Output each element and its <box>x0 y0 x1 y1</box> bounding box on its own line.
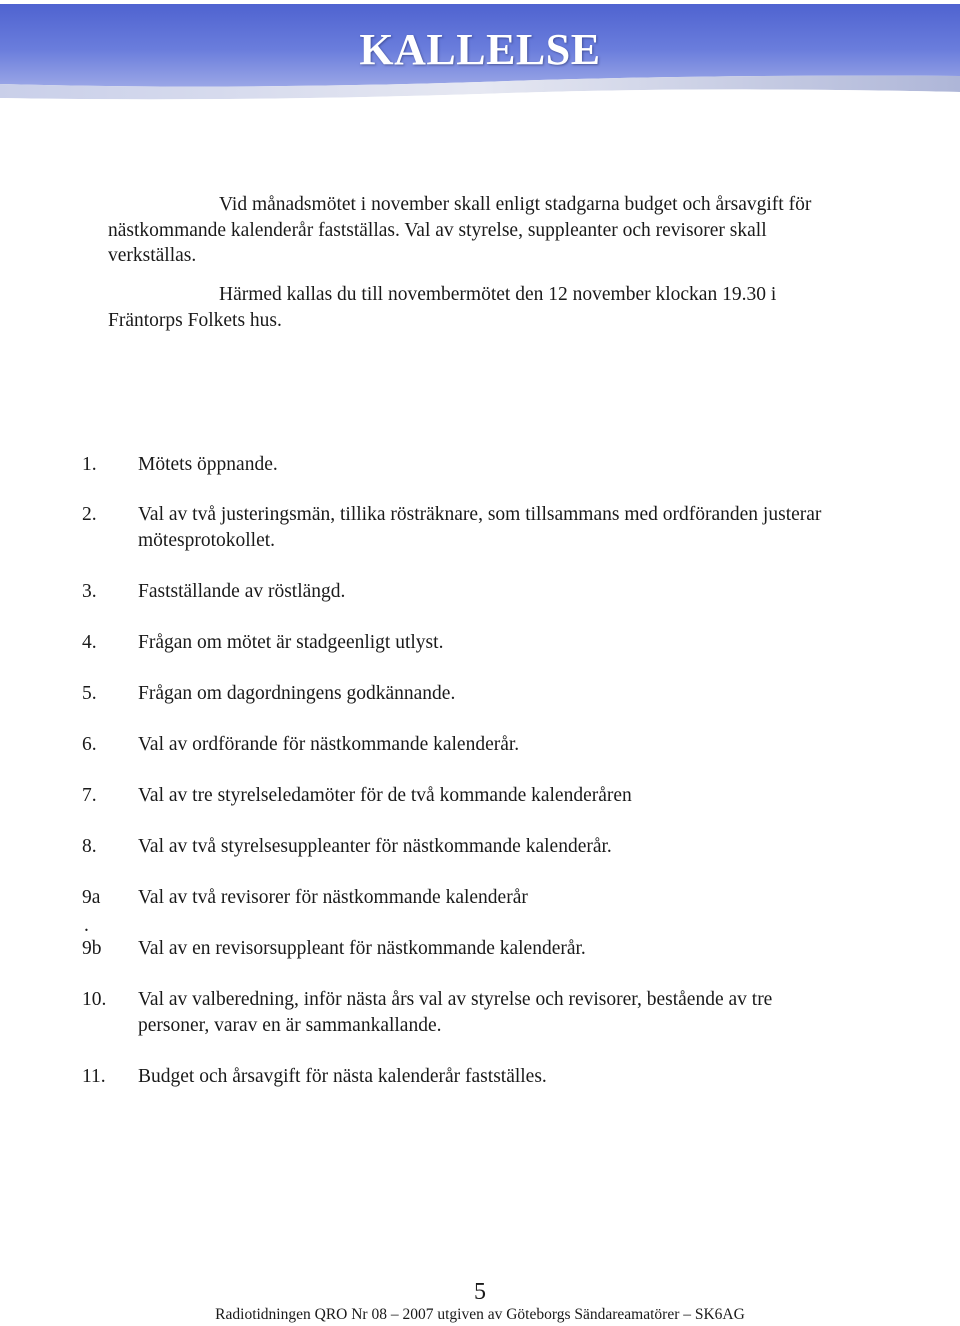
agenda-item-number: 11. <box>82 1066 106 1087</box>
agenda-item-text: Val av tre styrelseledamöter för de två kommande kalenderåren <box>138 785 632 806</box>
agenda-item-number: 9b <box>82 938 102 959</box>
footer-text: Radiotidningen QRO Nr 08 – 2007 utgiven av Göteborgs Sändareamatörer – SK6AG <box>215 1306 745 1323</box>
header-banner <box>0 4 960 104</box>
separator-dot: . <box>84 915 89 936</box>
agenda-item-text: Val av en revisorsuppleant för nästkommande kalenderår. <box>138 938 586 959</box>
agenda-item-number: 6. <box>82 734 97 755</box>
agenda-item-text: Fastställande av röstlängd. <box>138 581 346 602</box>
agenda-item-text: Frågan om dagordningens godkännande. <box>138 683 456 704</box>
agenda-item-text: Val av två styrelsesuppleanter för nästkommande kalenderår. <box>138 836 612 857</box>
agenda-item-number: 7. <box>82 785 97 806</box>
agenda-item-number: 10. <box>82 989 107 1010</box>
agenda-item-text: Val av två revisorer för nästkommande kalenderår <box>138 887 528 908</box>
agenda-item-text: Frågan om mötet är stadgeenligt utlyst. <box>138 632 444 653</box>
agenda-item-number: 1. <box>82 454 97 475</box>
agenda-item-number: 9a <box>82 887 101 908</box>
page-title: KALLELSE <box>359 25 601 74</box>
agenda-item-text: Val av ordförande för nästkommande kalenderår. <box>138 734 520 755</box>
agenda-item-text: Mötets öppnande. <box>138 454 278 475</box>
agenda-item-text: Val av valberedning, inför nästa års val av styrelse och revisorer, bestående av tre personer, varav en är sammankallande. <box>138 989 773 1036</box>
agenda-item-number: 8. <box>82 836 97 857</box>
intro-paragraph-1: Vid månadsmötet i november skall enligt stadgarna budget och årsavgift för nästkommande kalenderår fastställas. Val av styrelse, suppleanter och revisorer skall verkställas. <box>108 194 812 266</box>
intro-paragraph-2: Härmed kallas du till novembermötet den 12 november klockan 19.30 i Fräntorps Folkets hus. <box>108 284 777 331</box>
agenda-item-number: 5. <box>82 683 97 704</box>
agenda-item-number: 2. <box>82 504 97 525</box>
agenda-item-number: 4. <box>82 632 97 653</box>
agenda-item-text: Budget och årsavgift för nästa kalenderår fastställes. <box>138 1066 547 1087</box>
agenda-item-number: 3. <box>82 581 97 602</box>
agenda-item-text: Val av två justeringsmän, tillika rösträknare, som tillsammans med ordföranden justerar mötesprotokollet. <box>138 504 822 551</box>
page-number: 5 <box>474 1279 486 1305</box>
